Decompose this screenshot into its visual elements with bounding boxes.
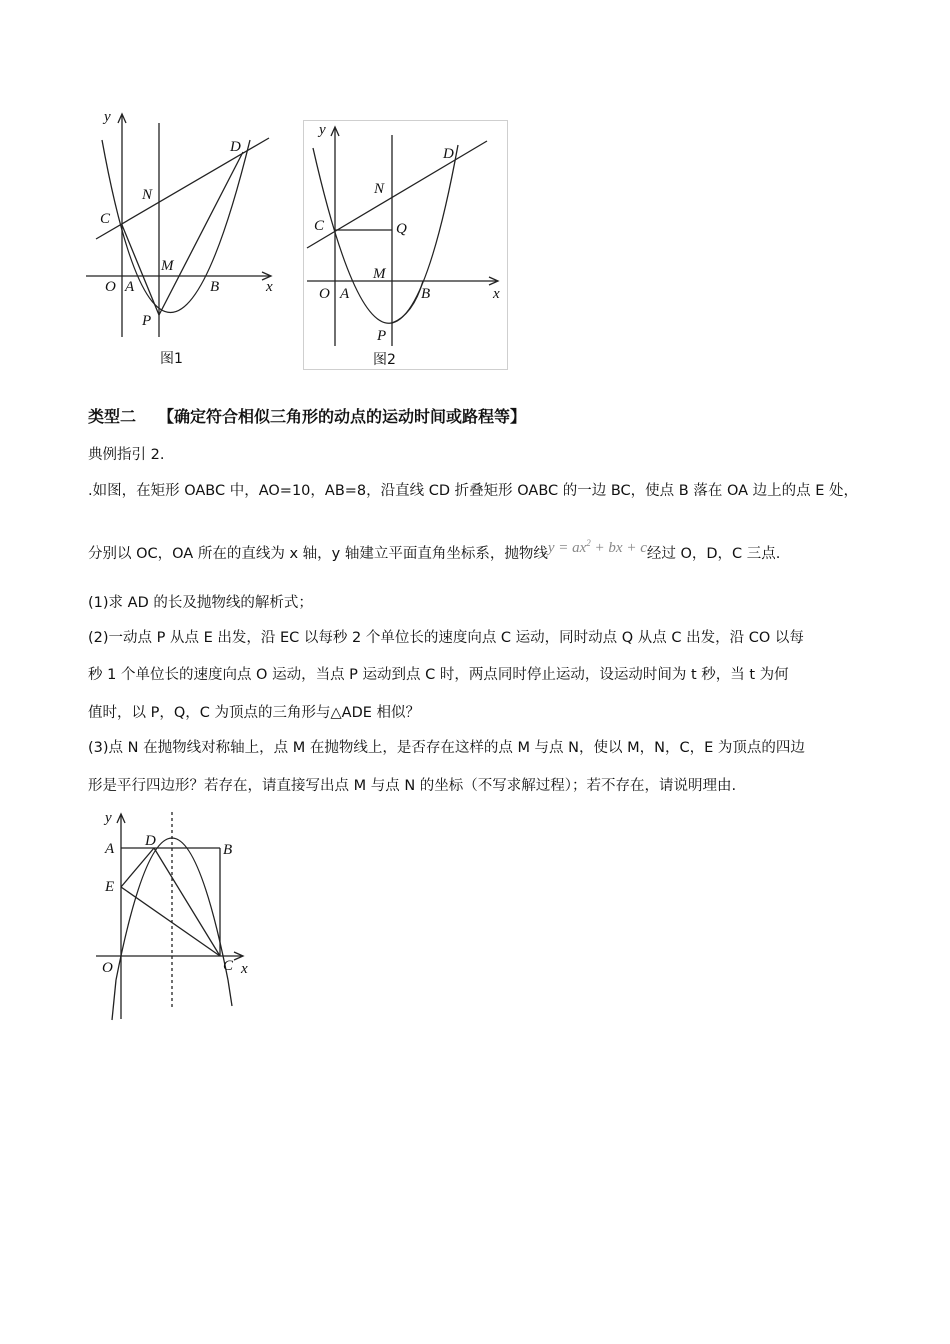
fig1-label-m: M <box>161 258 174 274</box>
fig1-segment-cp <box>122 225 159 315</box>
fig1-label-x: x <box>266 279 273 295</box>
fig3-label-y: y <box>105 810 112 826</box>
figure-2-caption: 图2 <box>373 352 396 368</box>
question-2-line-3: 值时，以 P，Q，C 为顶点的三角形与△ADE 相似？ <box>88 705 421 721</box>
fig3-label-o: O <box>102 960 113 976</box>
formula-rest: + bx + c <box>590 540 647 556</box>
fig3-label-d: D <box>145 833 156 849</box>
fig2-label-x: x <box>493 286 500 302</box>
figure-3 <box>90 808 265 1026</box>
section-type-label: 类型二 <box>88 407 137 426</box>
figure-3-graph <box>90 808 265 1026</box>
fig2-label-y: y <box>319 122 326 138</box>
example-line-2-after: 经过 O，D，C 三点. <box>646 546 781 562</box>
fig1-label-c: C <box>100 211 111 227</box>
fig2-label-n: N <box>374 181 385 197</box>
figure-1-graph <box>80 105 285 370</box>
fig3-label-x: x <box>241 961 248 977</box>
section-heading <box>88 404 526 427</box>
fig2-segment-pb <box>392 281 423 323</box>
question-2-line-1: (2)一动点 P 从点 E 出发，沿 EC 以每秒 2 个单位长的速度向点 C 运动，同时动点 Q 从点 C 出发，沿 CO 以每 <box>88 630 804 646</box>
fig1-label-p: P <box>142 313 152 329</box>
fig2-label-b: B <box>421 286 431 302</box>
fig3-label-a: A <box>105 841 115 857</box>
question-3-line-1: (3)点 N 在抛物线对称轴上，点 M 在抛物线上，是否存在这样的点 M 与点 N，使以 M，N，C，E 为顶点的四边 <box>88 740 805 756</box>
example-line-2-before: 分别以 OC，OA 所在的直线为 x 轴，y 轴建立平面直角坐标系，抛物线 <box>88 546 548 562</box>
parabola-formula <box>548 540 647 556</box>
question-2-line-2: 秒 1 个单位长的速度向点 O 运动，当点 P 运动到点 C 时，两点同时停止运动，设运动时间为 t 秒，当 t 为何 <box>88 667 789 683</box>
fig1-label-y: y <box>104 109 111 125</box>
figure-2-graph <box>303 120 508 371</box>
question-3-line-2: 形是平行四边形？若存在，请直接写出点 M 与点 N 的坐标（不写求解过程）；若不存在，请说明理由. <box>88 778 737 794</box>
section-title: 【确定符合相似三角形的动点的运动时间或路程等】 <box>158 407 527 426</box>
fig3-label-b: B <box>223 842 233 858</box>
example-label: 典例指引 2. <box>88 447 165 463</box>
fig1-label-a: A <box>125 279 135 295</box>
fig2-label-c: C <box>314 218 325 234</box>
figure-1-caption: 图1 <box>160 351 183 367</box>
fig1-label-d: D <box>230 139 241 155</box>
example-line-1: .如图，在矩形 OABC 中，AO=10，AB=8，沿直线 CD 折叠矩形 OABC 的一边 BC，使点 B 落在 OA 边上的点 E 处， <box>88 483 859 499</box>
fig2-label-a: A <box>340 286 350 302</box>
formula-exponent: 2 <box>586 538 591 548</box>
formula-eq: = <box>554 540 573 556</box>
fig2-label-p: P <box>377 328 387 344</box>
fig2-label-q: Q <box>396 221 407 237</box>
figure-2 <box>303 120 508 371</box>
fig2-label-d: D <box>443 146 454 162</box>
formula-y: y <box>547 540 555 556</box>
fig1-label-b: B <box>210 279 220 295</box>
fig1-segment-pd <box>159 152 243 315</box>
fig3-parabola-ext-right <box>228 980 232 1006</box>
formula-ax: ax <box>572 540 587 556</box>
question-1: (1)求 AD 的长及抛物线的解析式； <box>88 595 313 611</box>
fig2-label-m: M <box>373 266 386 282</box>
figure-1 <box>80 105 285 370</box>
fig1-label-o: O <box>105 279 116 295</box>
fig1-label-n: N <box>142 187 153 203</box>
fig3-parabola-ext-left <box>112 980 116 1020</box>
fig3-segment-ed <box>121 848 154 887</box>
fig2-frame <box>304 121 508 370</box>
fig3-label-c: C <box>223 958 234 974</box>
example-line-2 <box>88 538 781 563</box>
fig2-label-o: O <box>319 286 330 302</box>
fig3-label-e: E <box>105 879 115 895</box>
